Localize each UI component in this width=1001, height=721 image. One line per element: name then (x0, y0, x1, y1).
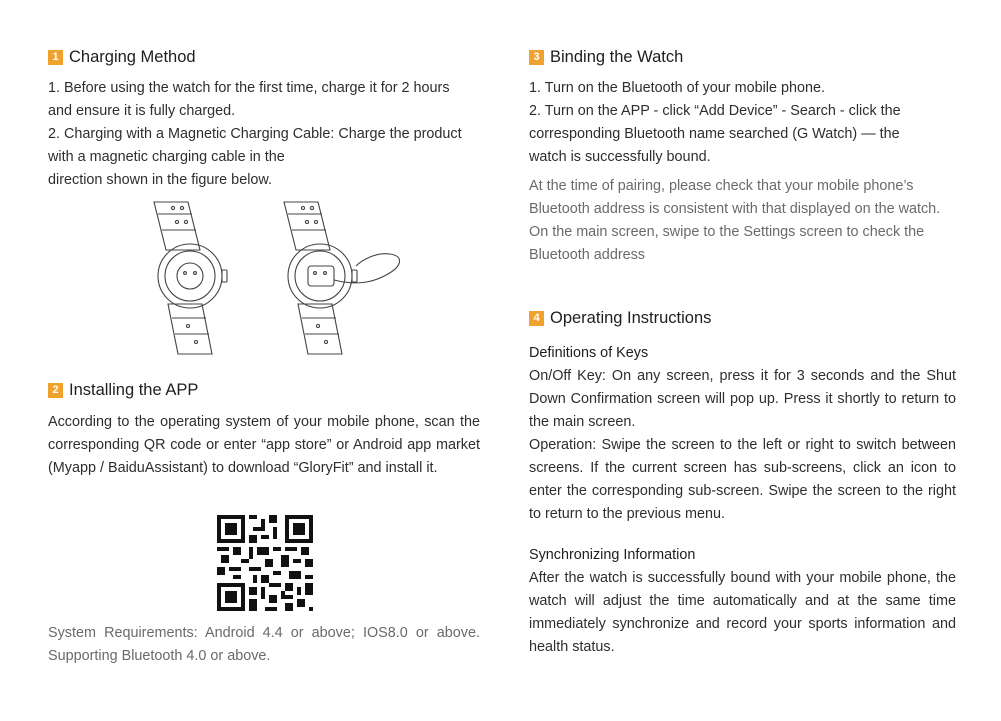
text-line: 2. Charging with a Magnetic Charging Cable: Charge the product (48, 126, 462, 142)
text-line: 1. Turn on the Bluetooth of your mobile phone. (529, 80, 826, 96)
section-title: Binding the Watch (550, 48, 684, 66)
text-line: direction shown in the figure below. (48, 172, 272, 188)
section-charging-heading (48, 48, 196, 67)
binding-pairing-note (529, 175, 940, 267)
binding-instructions (529, 77, 901, 169)
section-title: Operating Instructions (550, 309, 712, 327)
section-number-badge: 2 (48, 383, 63, 398)
system-requirements: System Requirements: Android 4.4 or above; IOS8.0 or above. Supporting Bluetooth 4.0 or above. (48, 625, 480, 664)
charging-instructions (48, 77, 462, 192)
section-number-badge: 3 (529, 50, 544, 65)
text-line: 1. Before using the watch for the first time, charge it for 2 hours (48, 80, 450, 96)
sync-description: After the watch is successfully bound with your mobile phone, the watch will adjust the time automatically and at the same time immediately synchronize and record your sports information and health status. (529, 570, 956, 655)
section-number-badge: 4 (529, 311, 544, 326)
text-line: Bluetooth address (529, 247, 646, 263)
keys-description: On/Off Key: On any screen, press it for 3 seconds and the Shut Down Confirmation screen will pop up. Press it shortly to return to the main screen. (529, 368, 956, 430)
watch-charging-illustration (148, 200, 408, 360)
text-line: At the time of pairing, please check that your mobile phone’s (529, 178, 914, 194)
section-installing-heading (48, 381, 198, 400)
watch-back-icon (154, 202, 227, 354)
text-line: Bluetooth address is consistent with that displayed on the watch. (529, 201, 941, 217)
operation-description: Operation: Swipe the screen to the left or right to switch between screens. If the current screen has sub-screens, click an icon to enter the corresponding sub-screen. Swipe the screen to the right to return to the previous menu. (529, 437, 956, 522)
text-line: and ensure it is fully charged. (48, 103, 236, 119)
section-operating-heading (529, 309, 711, 328)
text-line: 2. Turn on the APP - click “Add Device” - Search - click the (529, 103, 901, 119)
text-line: corresponding Bluetooth name searched (G Watch) — the (529, 126, 900, 142)
keys-subheading: Definitions of Keys (529, 345, 649, 361)
text-line: On the main screen, swipe to the Settings screen to check the (529, 224, 925, 240)
text-line: with a magnetic charging cable in the (48, 149, 285, 165)
section-number-badge: 1 (48, 50, 63, 65)
installing-instructions: According to the operating system of your mobile phone, scan the corresponding QR code or enter “app store” or Android app market (Myapp / BaiduAssistant) to download “GloryFit” and install it. (48, 414, 480, 476)
section-title: Installing the APP (69, 381, 199, 399)
section-binding-heading (529, 48, 683, 67)
section-title: Charging Method (69, 48, 196, 66)
sync-subheading: Synchronizing Information (529, 547, 696, 563)
text-line: watch is successfully bound. (529, 149, 711, 165)
qr-code-icon[interactable] (217, 515, 313, 611)
watch-with-magnetic-charger-icon (284, 202, 400, 354)
